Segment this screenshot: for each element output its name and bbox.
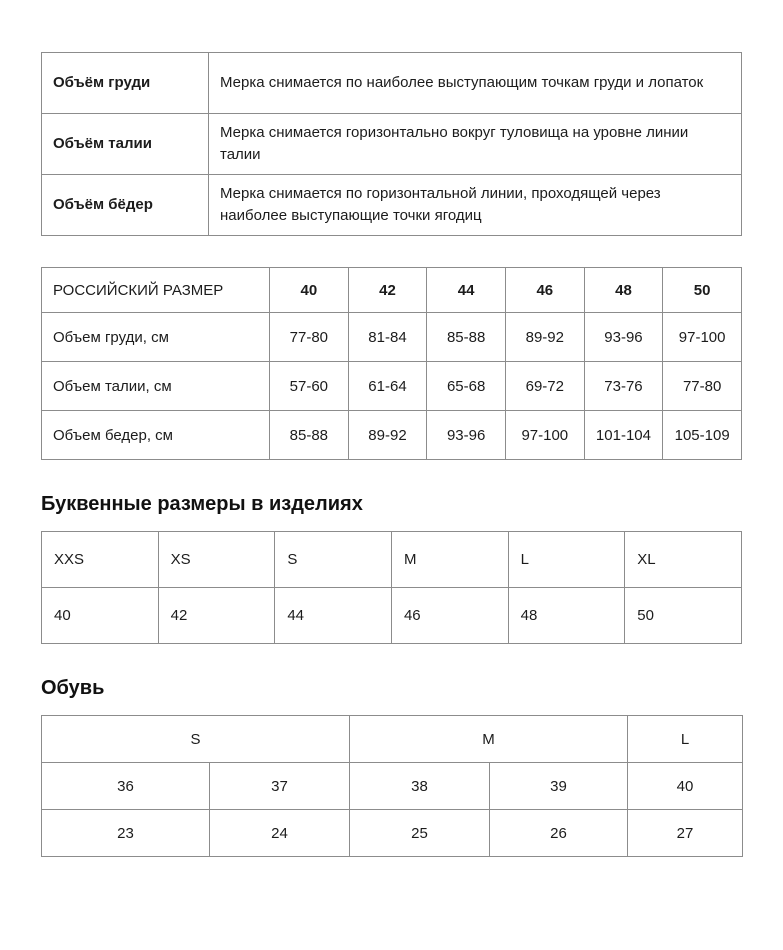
shoe-group-header: M (350, 716, 628, 763)
shoe-group-header: L (628, 716, 743, 763)
letter-sizes-heading: Буквенные размеры в изделиях (41, 493, 363, 515)
letter-size-cell: L (508, 532, 625, 588)
russian-size-value-cell: 73-76 (584, 362, 663, 411)
shoe-eu-size-cell: 36 (42, 763, 210, 810)
letter-sizes-row (42, 532, 742, 588)
measurement-label: Объём бёдер (42, 175, 209, 236)
russian-size-row (42, 313, 742, 362)
russian-size-table (41, 267, 742, 460)
measurement-row (42, 114, 742, 175)
shoes-size-table (41, 715, 743, 857)
russian-size-row-label: Объем талии, см (42, 362, 270, 411)
russian-size-value-cell: 93-96 (584, 313, 663, 362)
russian-size-value-cell: 69-72 (505, 362, 584, 411)
russian-size-value-cell: 93-96 (427, 411, 506, 460)
russian-size-value-cell: 97-100 (663, 313, 742, 362)
shoe-eu-sizes-row (42, 763, 743, 810)
shoes-heading: Обувь (41, 677, 105, 699)
russian-size-value-cell: 89-92 (348, 411, 427, 460)
russian-size-value-cell: 77-80 (270, 313, 349, 362)
russian-size-value-cell: 101-104 (584, 411, 663, 460)
size-header-cell: 40 (270, 268, 349, 313)
letter-size-cell: XXS (42, 532, 159, 588)
numeric-size-cell: 50 (625, 588, 742, 644)
letter-size-cell: XS (158, 532, 275, 588)
russian-size-value-cell: 77-80 (663, 362, 742, 411)
measurement-row (42, 175, 742, 236)
shoe-group-header: S (42, 716, 350, 763)
letter-size-cell: M (391, 532, 508, 588)
russian-size-value-cell: 65-68 (427, 362, 506, 411)
russian-size-value-cell: 61-64 (348, 362, 427, 411)
russian-size-row-label: Объем груди, см (42, 313, 270, 362)
shoe-cm-size-cell: 25 (350, 810, 490, 857)
shoe-eu-size-cell: 38 (350, 763, 490, 810)
shoe-cm-sizes-row (42, 810, 743, 857)
numeric-size-cell: 46 (391, 588, 508, 644)
numeric-size-cell: 40 (42, 588, 159, 644)
russian-size-row (42, 362, 742, 411)
measurement-description: Мерка снимается по наиболее выступающим точкам груди и лопаток (209, 53, 742, 114)
russian-size-value-cell: 81-84 (348, 313, 427, 362)
russian-size-value-cell: 85-88 (427, 313, 506, 362)
shoe-group-header-row (42, 716, 743, 763)
measurement-description: Мерка снимается по горизонтальной линии, проходящей через наиболее выступающие точки ягодиц (209, 175, 742, 236)
numeric-size-cell: 42 (158, 588, 275, 644)
measurement-label: Объём груди (42, 53, 209, 114)
russian-size-value-cell: 57-60 (270, 362, 349, 411)
size-header-cell: 48 (584, 268, 663, 313)
russian-size-value-cell: 105-109 (663, 411, 742, 460)
letter-size-cell: S (275, 532, 392, 588)
russian-size-header-label: РОССИЙСКИЙ РАЗМЕР (42, 268, 270, 313)
letter-size-cell: XL (625, 532, 742, 588)
size-header-cell: 46 (505, 268, 584, 313)
shoe-cm-size-cell: 27 (628, 810, 743, 857)
russian-size-header-row (42, 268, 742, 313)
measurement-description: Мерка снимается горизонтально вокруг туловища на уровне линии талии (209, 114, 742, 175)
russian-size-value-cell: 97-100 (505, 411, 584, 460)
letter-sizes-table (41, 531, 742, 644)
size-header-cell: 50 (663, 268, 742, 313)
shoe-cm-size-cell: 26 (490, 810, 628, 857)
russian-size-row-label: Объем бедер, см (42, 411, 270, 460)
numeric-size-cell: 48 (508, 588, 625, 644)
shoe-cm-size-cell: 23 (42, 810, 210, 857)
measurement-label: Объём талии (42, 114, 209, 175)
russian-size-row (42, 411, 742, 460)
shoe-eu-size-cell: 39 (490, 763, 628, 810)
size-header-cell: 44 (427, 268, 506, 313)
measurement-descriptions-table (41, 52, 742, 236)
shoe-cm-size-cell: 24 (210, 810, 350, 857)
shoe-eu-size-cell: 40 (628, 763, 743, 810)
shoe-eu-size-cell: 37 (210, 763, 350, 810)
russian-size-value-cell: 89-92 (505, 313, 584, 362)
measurement-row (42, 53, 742, 114)
numeric-sizes-row (42, 588, 742, 644)
numeric-size-cell: 44 (275, 588, 392, 644)
russian-size-value-cell: 85-88 (270, 411, 349, 460)
size-header-cell: 42 (348, 268, 427, 313)
